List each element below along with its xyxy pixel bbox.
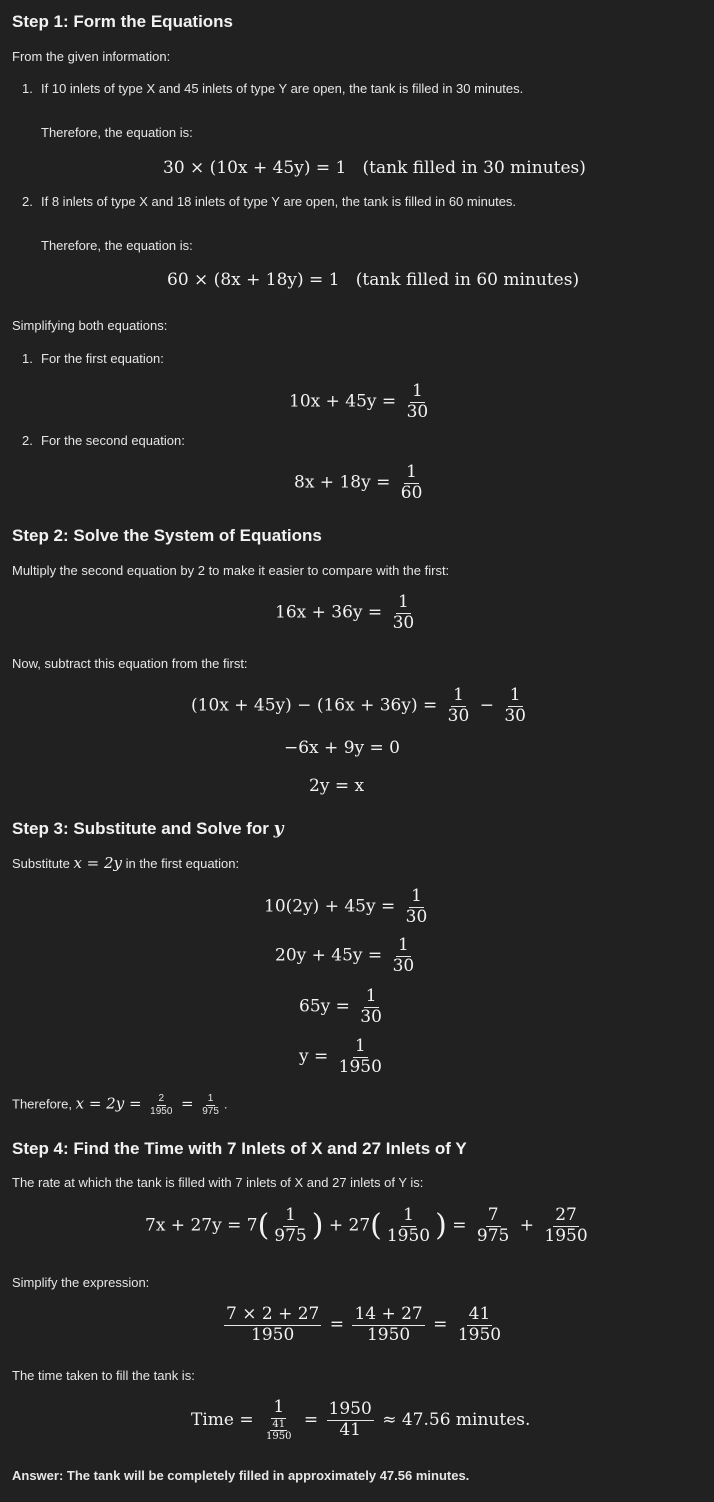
final-answer: Answer: The tank will be completely filled in approximately 47.56 minutes. (12, 1468, 470, 1483)
therefore-text: Therefore, the equation is: (41, 125, 193, 140)
list-number: 1. (22, 81, 33, 96)
equation-1: 30 × (10x + 45y) = 1 (tank filled in 30 minutes) (163, 158, 586, 178)
multiplied-equation: 16x + 36y = $\frac{1}{30}$ (275, 592, 415, 633)
time-equation: Time = $\frac{1}{\frac{41}{1950}}$ = $\frac{1950}{41}$ ≈ 47.56 minutes. (191, 1397, 531, 1443)
simplified-expression: $\frac{7 \times 2 + 27}{1950}$ = $\frac{14 + 27}{1950}$ = $\frac{41}{1950}$ (226, 1304, 502, 1345)
substitute-text: Substitute x = 2y in the first equation: (12, 854, 240, 872)
relation-equation: 2y = x (309, 776, 365, 796)
list-item-text: For the first equation: (41, 351, 164, 366)
equation-2: 60 × (8x + 18y) = 1 (tank filled in 60 minutes) (167, 270, 580, 290)
substitution-line-2: 20y + 45y = $\frac{1}{30}$ (275, 935, 415, 976)
rate-equation: 7x + 27y = 7( $\frac{1}{975}$ ) + 27( $\frac{1}{1950}$ ) = $\frac{7}{975}$ + $\frac{27}{1950}$ (145, 1205, 588, 1246)
step1-intro: From the given information: (12, 49, 171, 64)
multiply-text: Multiply the second equation by 2 to make it easier to compare with the first: (12, 563, 450, 578)
list-number: 2. (22, 433, 33, 448)
substitution-line-3: 65y = $\frac{1}{30}$ (299, 986, 382, 1027)
step3-heading: Step 3: Substitute and Solve for y (12, 819, 284, 839)
subtract-text: Now, subtract this equation from the first: (12, 656, 248, 671)
subtraction-equation: (10x + 45y) − (16x + 36y) = $\frac{1}{30}$ − $\frac{1}{30}$ (191, 685, 526, 726)
step2-heading: Step 2: Solve the System of Equations (12, 526, 322, 545)
list-item-text: For the second equation: (41, 433, 185, 448)
therefore-text: Therefore, the equation is: (41, 238, 193, 253)
time-text: The time taken to fill the tank is: (12, 1368, 195, 1383)
list-item-text: If 8 inlets of type X and 18 inlets of type Y are open, the tank is filled in 60 minutes. (41, 194, 517, 209)
simplified-equation-2: 8x + 18y = $\frac{1}{60}$ (294, 462, 423, 503)
step1-heading: Step 1: Form the Equations (12, 12, 234, 31)
solution-y: y = $\frac{1}{1950}$ (299, 1036, 382, 1077)
step4-heading: Step 4: Find the Time with 7 Inlets of X and 27 Inlets of Y (12, 1139, 467, 1158)
simplify-text: Simplifying both equations: (12, 318, 168, 333)
reduced-equation: −6x + 9y = 0 (284, 738, 400, 758)
list-item-text: If 10 inlets of type X and 45 inlets of type Y are open, the tank is filled in 30 minutes. (41, 81, 524, 96)
list-number: 2. (22, 194, 33, 209)
list-number: 1. (22, 351, 33, 366)
simplify-expression-text: Simplify the expression: (12, 1275, 150, 1290)
substitution-line-1: 10(2y) + 45y = $\frac{1}{30}$ (264, 886, 428, 927)
rate-text: The rate at which the tank is filled with 7 inlets of X and 27 inlets of Y is: (12, 1175, 424, 1190)
therefore-x: Therefore, x = 2y = $\frac{2}{1950}$ = $\frac{1}{975}$ . (12, 1093, 228, 1117)
simplified-equation-1: 10x + 45y = $\frac{1}{30}$ (289, 381, 429, 422)
